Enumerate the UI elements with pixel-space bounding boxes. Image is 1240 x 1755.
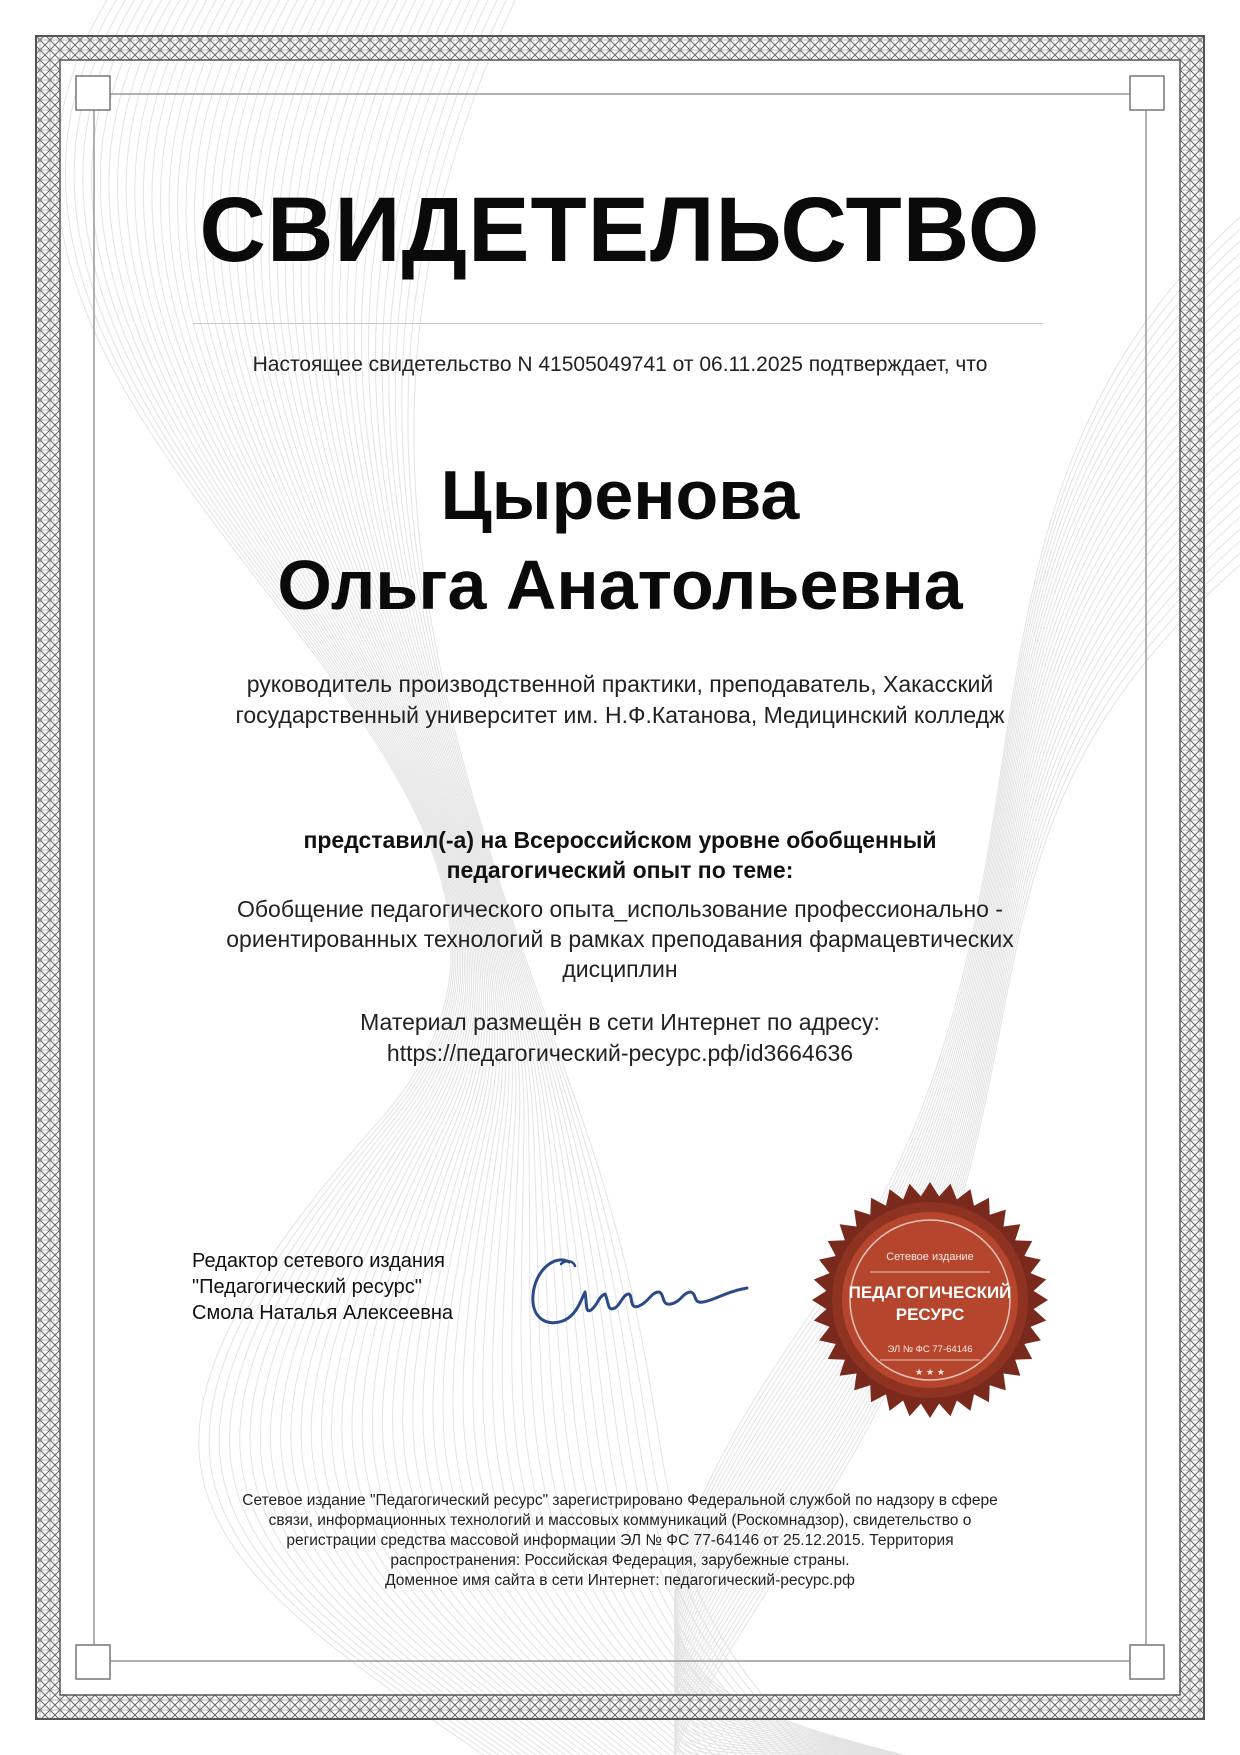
presented-line: педагогический опыт по теме: — [446, 857, 794, 883]
position-line: руководитель производственной практики, преподаватель, Хакасский — [246, 671, 994, 697]
publication-seal — [810, 1180, 1050, 1420]
seal-main-line-2: РЕСУРС — [895, 1305, 965, 1324]
topic-line: дисциплин — [562, 956, 678, 982]
recipient-given-names: Ольга Анатольевна — [277, 546, 963, 624]
material-location — [0, 1007, 1240, 1069]
material-line: Материал размещён в сети Интернет по адресу: — [360, 1009, 880, 1035]
editor-role: Редактор сетевого издания — [192, 1250, 445, 1272]
editor-signature — [525, 1240, 770, 1350]
footer-legal-note — [0, 1491, 1240, 1591]
presented-statement — [0, 825, 1240, 885]
topic-line: Обобщение педагогического опыта_использование профессионально - — [236, 896, 1004, 922]
seal-main-line-1: ПЕДАГОГИЧЕСКИЙ — [848, 1283, 1012, 1302]
seal-registration: ЭЛ № ФС 77-64146 — [887, 1344, 973, 1355]
certificate-title: СВИДЕТЕЛЬСТВО — [199, 179, 1041, 281]
seal-top-text: Сетевое издание — [886, 1251, 974, 1263]
editor-name: Смола Наталья Алексеевна — [192, 1302, 454, 1324]
material-url[interactable]: https://педагогический-ресурс.рф/id3664636 — [386, 1040, 854, 1066]
recipient-position — [0, 669, 1240, 731]
topic-text — [0, 894, 1240, 984]
footer-line: связи, информационных технологий и массовых коммуникаций (Роскомнадзор), свидетельство о — [268, 1512, 972, 1529]
footer-line: распространения: Российская Федерация, зарубежные страны. — [390, 1552, 850, 1569]
presented-line: представил(-а) на Всероссийском уровне обобщенный — [303, 827, 937, 853]
footer-line: Сетевое издание "Педагогический ресурс" зарегистрировано Федеральной службой по надзору в сфере — [242, 1492, 998, 1509]
footer-line: регистрации средства массовой информации ЭЛ № ФС 77-64146 от 25.12.2015. Территория — [286, 1532, 954, 1549]
certificate-intro: Настоящее свидетельство N 41505049741 от 06.11.2025 подтверждает, что — [252, 353, 988, 376]
footer-line: Доменное имя сайта в сети Интернет: педагогический-ресурс.рф — [385, 1572, 855, 1589]
editor-publication: "Педагогический ресурс" — [192, 1276, 422, 1298]
position-line: государственный университет им. Н.Ф.Катанова, Медицинский колледж — [235, 702, 1005, 728]
seal-stars: ★ ★ ★ — [915, 1368, 945, 1378]
topic-line: ориентированных технологий в рамках преподавания фармацевтических — [226, 926, 1014, 952]
editor-block — [192, 1248, 453, 1326]
recipient-surname: Цыренова — [440, 456, 800, 534]
title-divider — [193, 323, 1043, 324]
